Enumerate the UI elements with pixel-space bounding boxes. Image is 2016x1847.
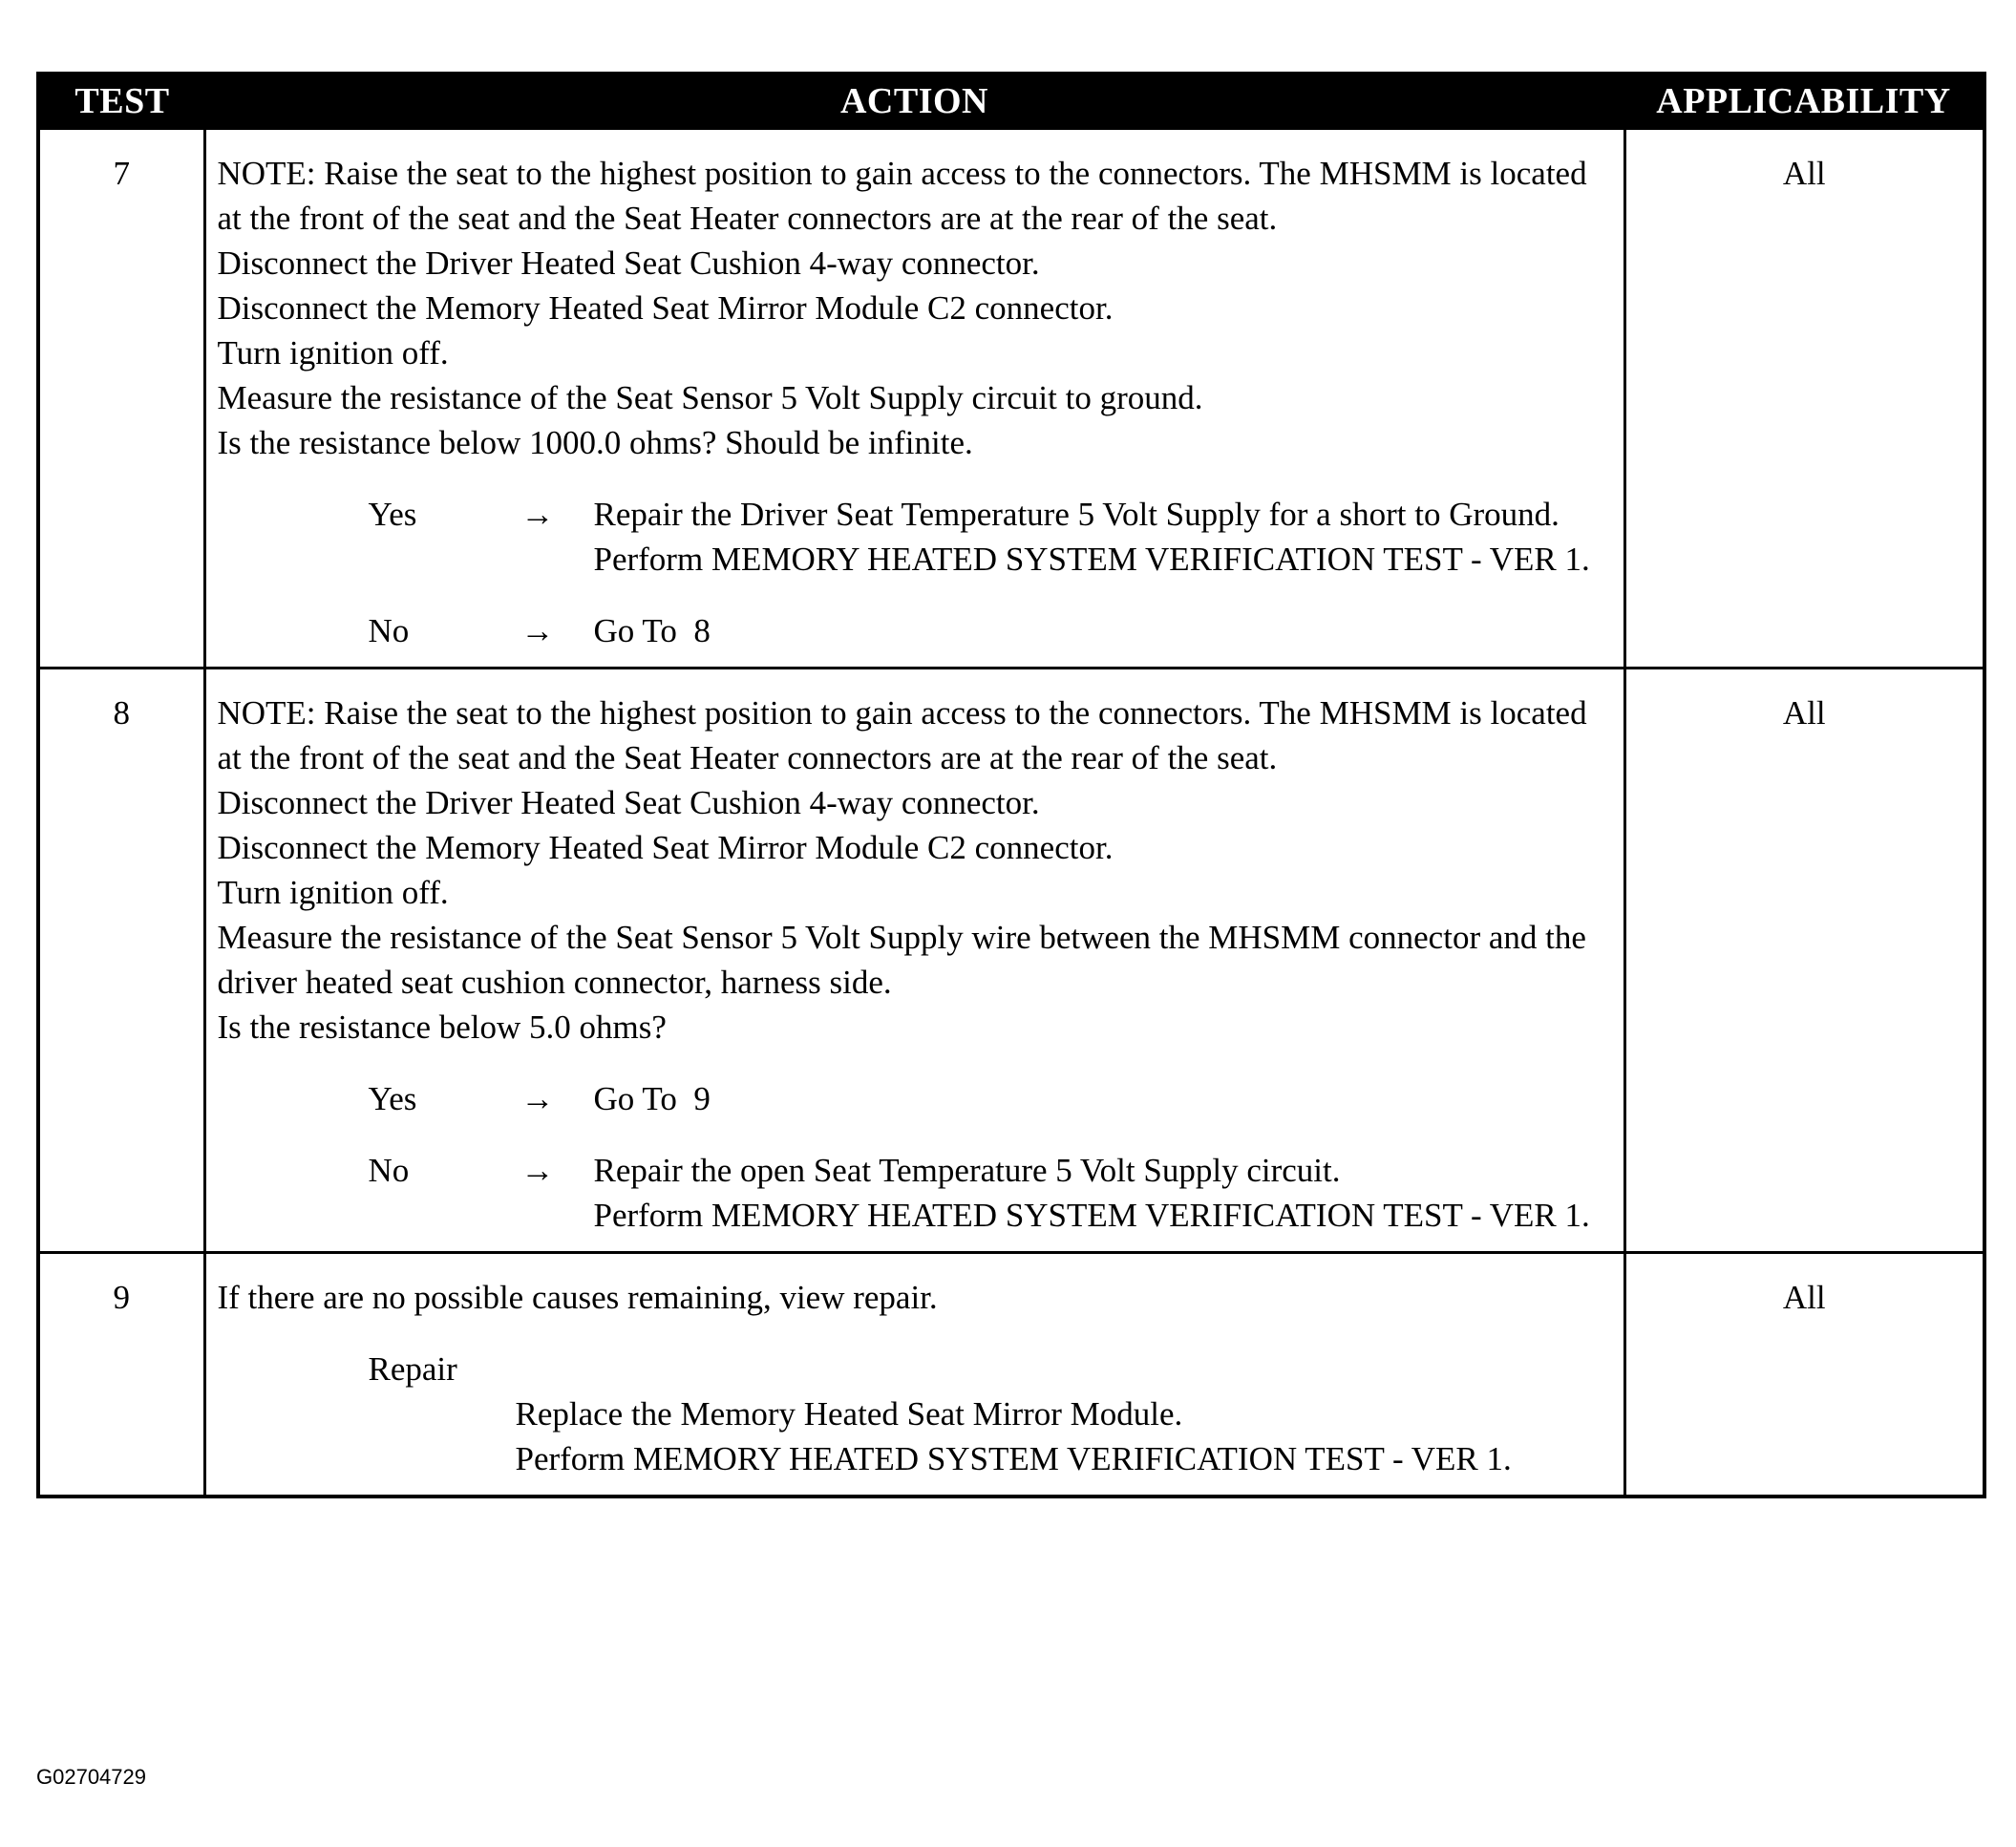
action-line: Is the resistance below 5.0 ohms?	[217, 1008, 667, 1046]
arrow-icon: →	[520, 1080, 555, 1117]
action-line: If there are no possible causes remaining, view repair.	[217, 1279, 938, 1316]
action-line: Turn ignition off.	[217, 334, 449, 372]
table-row	[38, 669, 1984, 1253]
test-number: 7	[38, 129, 204, 669]
branch-yes	[218, 1076, 1616, 1121]
header-action: ACTION	[204, 74, 1624, 129]
test-number: 8	[38, 669, 204, 1253]
action-cell	[204, 1253, 1624, 1497]
table-row	[38, 1253, 1984, 1497]
action-line: NOTE: Raise the seat to the highest position to gain access to the connectors. The MHSMM is located at the front of the seat and the Seat Heater connectors are at the rear of the seat.	[217, 694, 1587, 776]
repair-label: Repair	[368, 1350, 457, 1388]
branch-label: No	[368, 612, 410, 649]
repair-result	[218, 1391, 1616, 1481]
arrow-icon: →	[520, 496, 555, 533]
arrow-icon: →	[520, 1152, 555, 1189]
repair-result-line: Replace the Memory Heated Seat Mirror Module.	[515, 1395, 1183, 1433]
branch-result-line: Repair the Driver Seat Temperature 5 Volt Supply for a short to Ground.	[593, 496, 1560, 533]
applicability-value: All	[1624, 669, 1984, 1253]
branch-result	[594, 1148, 1616, 1238]
branch-result-line: Go To 9	[593, 1080, 711, 1117]
header-applicability: APPLICABILITY	[1624, 74, 1984, 129]
table-row	[38, 129, 1984, 669]
action-line: Disconnect the Memory Heated Seat Mirror Module C2 connector.	[217, 829, 1114, 866]
figure-id: G02704729	[36, 1765, 146, 1789]
branch-label: Yes	[368, 1080, 417, 1117]
branch-result-line: Perform MEMORY HEATED SYSTEM VERIFICATION TEST - VER 1.	[593, 541, 1590, 578]
action-line: Disconnect the Memory Heated Seat Mirror Module C2 connector.	[217, 289, 1114, 327]
action-line: Is the resistance below 1000.0 ohms? Should be infinite.	[217, 424, 973, 461]
action-line: Measure the resistance of the Seat Sensor 5 Volt Supply wire between the MHSMM connector and the driver heated seat cushion connector, harness side.	[217, 919, 1586, 1001]
action-line: NOTE: Raise the seat to the highest position to gain access to the connectors. The MHSMM is located at the front of the seat and the Seat Heater connectors are at the rear of the seat.	[217, 155, 1587, 237]
branch-yes	[218, 492, 1616, 582]
arrow-icon: →	[520, 612, 555, 649]
branch-result-line: Perform MEMORY HEATED SYSTEM VERIFICATION TEST - VER 1.	[593, 1197, 1590, 1234]
branch-label: Yes	[368, 496, 417, 533]
branch-no	[218, 608, 1616, 653]
action-line: Disconnect the Driver Heated Seat Cushion 4-way connector.	[217, 784, 1040, 821]
repair-block	[218, 1347, 1616, 1481]
action-cell	[204, 129, 1624, 669]
branch-label: No	[368, 1152, 410, 1189]
repair-result-line: Perform MEMORY HEATED SYSTEM VERIFICATION TEST - VER 1.	[515, 1440, 1512, 1477]
branch-no	[218, 1148, 1616, 1238]
branch-result	[594, 1076, 1616, 1121]
header-test: TEST	[38, 74, 204, 129]
action-line: Turn ignition off.	[217, 874, 449, 911]
action-cell	[204, 669, 1624, 1253]
branch-result-line: Go To 8	[593, 612, 711, 649]
diagnostic-test-table	[36, 72, 1986, 1498]
action-line: Measure the resistance of the Seat Sensor 5 Volt Supply circuit to ground.	[217, 379, 1203, 416]
table-header-row	[38, 74, 1984, 129]
branch-result-line: Repair the open Seat Temperature 5 Volt Supply circuit.	[593, 1152, 1341, 1189]
action-line: Disconnect the Driver Heated Seat Cushion 4-way connector.	[217, 244, 1040, 282]
branch-result	[594, 492, 1616, 582]
applicability-value: All	[1624, 1253, 1984, 1497]
test-number: 9	[38, 1253, 204, 1497]
applicability-value: All	[1624, 129, 1984, 669]
branch-result	[594, 608, 1616, 653]
